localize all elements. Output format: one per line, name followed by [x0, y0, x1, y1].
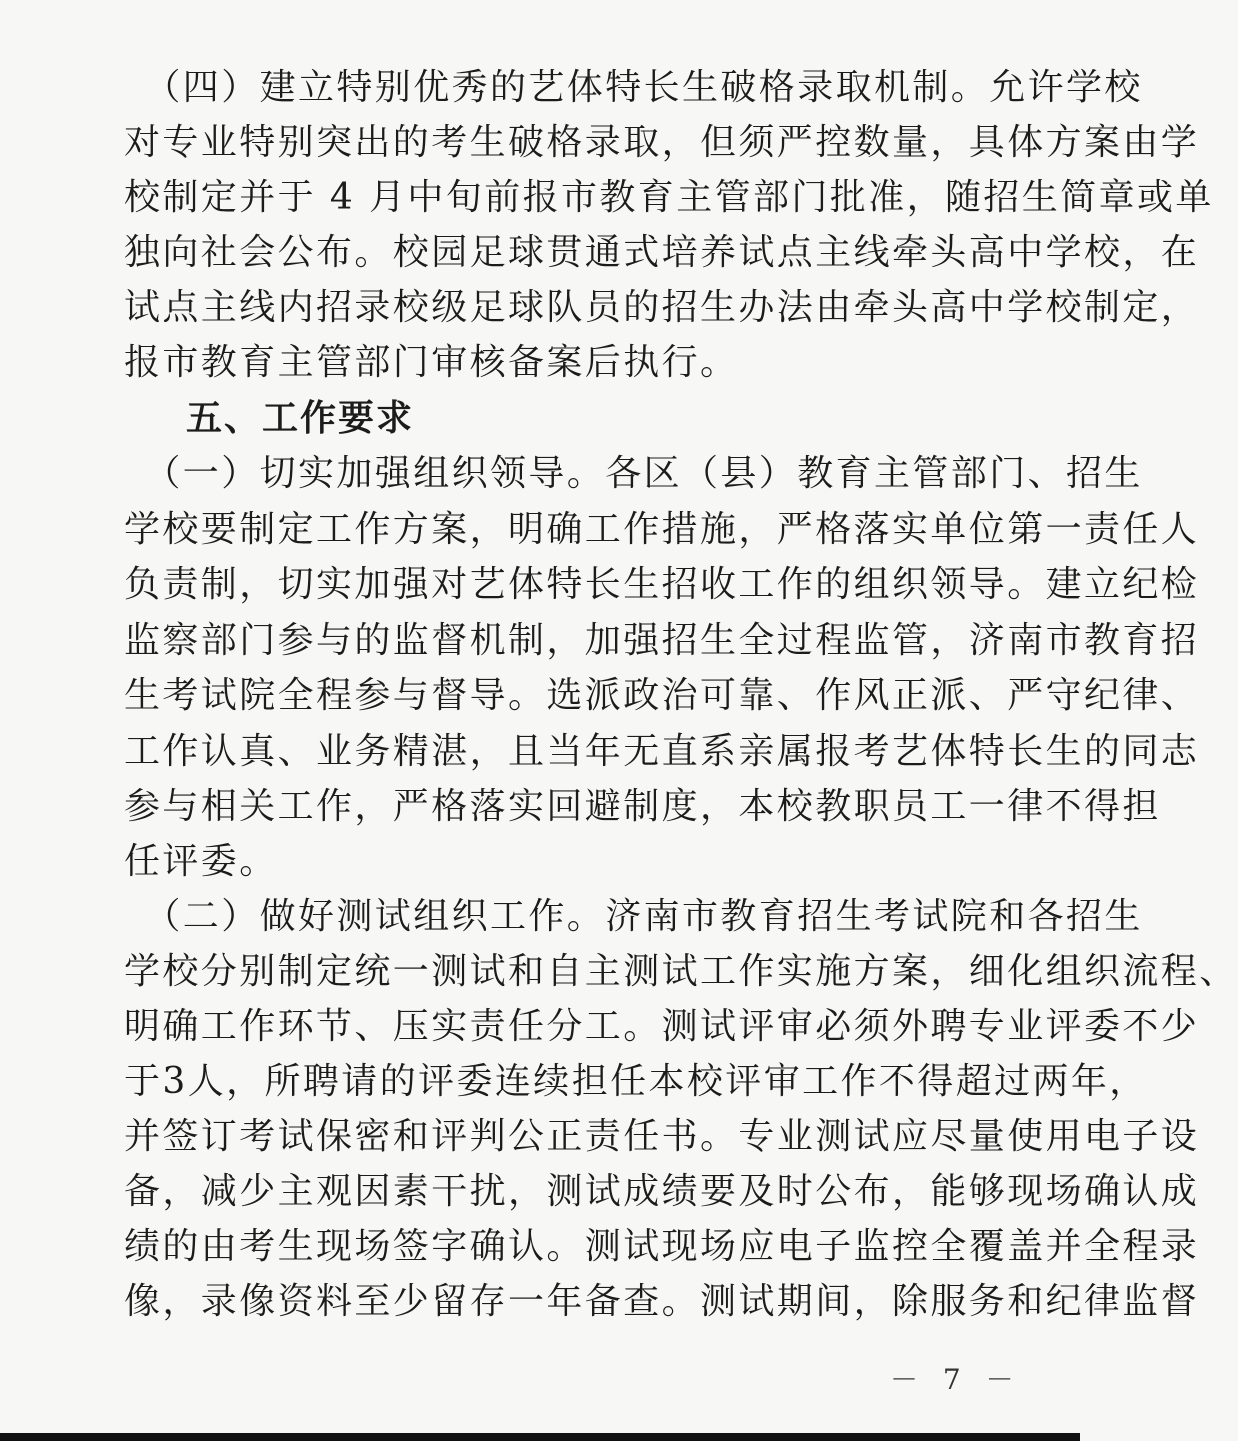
text-line: 报市教育主管部门审核备案后执行。: [124, 342, 739, 383]
text-line: （二）做好测试组织工作。济南市教育招生考试院和各招生: [124, 896, 1143, 937]
bottom-edge: [0, 1433, 1080, 1441]
text-line: 学校分别制定统一测试和自主测试工作实施方案，细化组织流程、: [124, 951, 1238, 992]
text-line: 学校要制定工作方案，明确工作措施，严格落实单位第一责任人: [124, 509, 1200, 550]
text-line: 于3人，所聘请的评委连续担任本校评审工作不得超过两年，: [124, 1061, 1148, 1102]
text-line: 负责制，切实加强对艺体特长生招收工作的组织领导。建立纪检: [124, 564, 1200, 605]
text-line: 任评委。: [124, 841, 278, 882]
text-line: 试点主线内招录校级足球队员的招生办法由牵头高中学校制定，: [124, 287, 1200, 328]
text-line: 监察部门参与的监督机制，加强招生全过程监管，济南市教育招: [124, 620, 1200, 661]
text-line: 工作认真、业务精湛，且当年无直系亲属报考艺体特长生的同志: [124, 731, 1200, 772]
page-number: － 7 －: [890, 1363, 1022, 1396]
section-heading: 五、工作要求: [186, 398, 415, 439]
text-line: 备，减少主观因素干扰，测试成绩要及时公布，能够现场确认成: [124, 1171, 1200, 1212]
text-line: （一）切实加强组织领导。各区（县）教育主管部门、招生: [124, 453, 1143, 494]
text-line: 生考试院全程参与督导。选派政治可靠、作风正派、严守纪律、: [124, 675, 1200, 716]
text-line: 像，录像资料至少留存一年备查。测试期间，除服务和纪律监督: [124, 1281, 1200, 1322]
text-line: 独向社会公布。校园足球贯通式培养试点主线牵头高中学校，在: [124, 232, 1200, 273]
text-line: 并签订考试保密和评判公正责任书。专业测试应尽量使用电子设: [124, 1116, 1200, 1157]
text-line: （四）建立特别优秀的艺体特长生破格录取机制。允许学校: [124, 67, 1143, 108]
text-line: 校制定并于 4 月中旬前报市教育主管部门批准，随招生简章或单: [124, 177, 1214, 218]
text-line: 对专业特别突出的考生破格录取，但须严控数量，具体方案由学: [124, 122, 1200, 163]
text-line: 参与相关工作，严格落实回避制度，本校教职员工一律不得担: [124, 786, 1161, 827]
text-line: 绩的由考生现场签字确认。测试现场应电子监控全覆盖并全程录: [124, 1226, 1200, 1267]
text-line: 明确工作环节、压实责任分工。测试评审必须外聘专业评委不少: [124, 1006, 1200, 1047]
